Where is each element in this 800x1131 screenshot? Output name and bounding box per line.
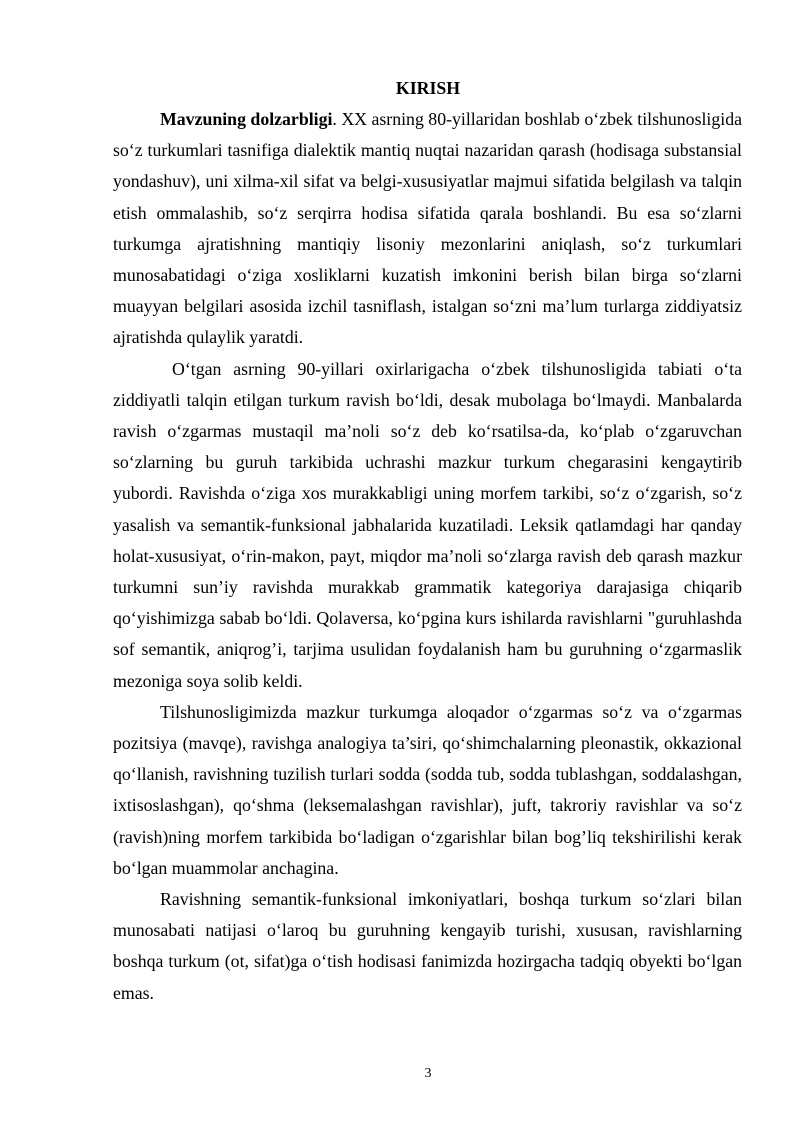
paragraph-lead: Mavzuning dolzarbligi — [160, 109, 333, 129]
paragraph-text: Tilshunosligimizda mazkur turkumga aloqador o‘zgarmas so‘z va o‘zgarmas pozitsiya (mavqe), ravishga analogiya ta’siri, qo‘shimchalarning pleonastik, okkazional qo‘llanish, ravishning tuzilish turlari sodda (sodda tub, sodda tublashgan, soddalashgan, ixtisoslashgan), qo‘shma (leksemalashgan ravishlar), juft, takroriy ravishlar va so‘z (ravish)ning morfem tarkibida bo‘ladigan o‘zgarishlar bilan bog’liq tekshirilishi kerak bo‘lgan muammolar anchagina. — [113, 701, 742, 878]
paragraph-relevance — [113, 104, 742, 354]
paragraph — [113, 354, 742, 697]
paragraph-text: Ravishning semantik-funksional imkoniyatlari, boshqa turkum so‘zlari bilan munosabati natijasi o‘laroq bu guruhning kengayib turishi, xususan, ravishlarning boshqa turkum (ot, sifat)ga o‘tish hodisasi fanimizda hozirgacha tadqiq obyekti bo‘lgan emas. — [113, 889, 742, 1003]
page-number: 3 — [424, 1066, 432, 1081]
paragraph — [113, 697, 742, 884]
paragraph — [113, 884, 742, 1009]
document-body — [113, 104, 742, 1009]
paragraph-text: . XX asrning 80-yillaridan boshlab o‘zbek tilshunosligida so‘z turkumlari tasnifiga dialektik mantiq nuqtai nazaridan qarash (hodisaga substansial yondashuv), uni xilma-xil sifat va belgi-xususiyatlar majmui sifatida belgilash va talqin etish ommalashib, so‘z serqirra hodisa sifatida qarala boshlandi. Bu esa so‘zlarni turkumga ajratishning mantiqiy lisoniy mezonlarini aniqlash, so‘z turkumlari munosabatidagi o‘ziga xosliklarni kuzatish imkonini berish bilan birga so‘zlarni muayyan belgilari asosida izchil tasniflash, istalgan so‘zni ma’lum turlarga ziddiyatsiz ajratishda qulaylik yaratdi. — [113, 109, 742, 348]
page-title: KIRISH — [395, 78, 461, 98]
paragraph-text: O‘tgan asrning 90-yillari oxirlarigacha o‘zbek tilshunosligida tabiati o‘ta ziddiyatli talqin etilgan turkum ravish bo‘ldi, desak mubolaga bo‘lmaydi. Manbalarda ravish o‘zgarmas mustaqil ma’noli so‘z deb ko‘rsatilsa-da, ko‘plab o‘zgaruvchan so‘zlarning bu guruh tarkibida uchrashi mazkur turkum chegarasini kengaytirib yubordi. Ravishda o‘ziga xos murakkabligi uning morfem tarkibi, so‘z o‘zgarish, so‘z yasalish va semantik-funksional jabhalarida kuzatiladi. Leksik qatlamdagi har qanday holat-xususiyat, o‘rin-makon, payt, miqdor ma’noli so‘zlarga ravish deb qarash mazkur turkumni sun’iy ravishda murakkab grammatik kategoriya darajasiga chiqarib qo‘yishimizga sabab bo‘ldi. Qolaversa, ko‘pgina kurs ishilarda ravishlarni "guruhlashda sof semantik, aniqrog’i, tarjima usulidan foydalanish ham bu guruhning o‘zgarmaslik mezoniga soya solib keldi. — [113, 358, 742, 691]
